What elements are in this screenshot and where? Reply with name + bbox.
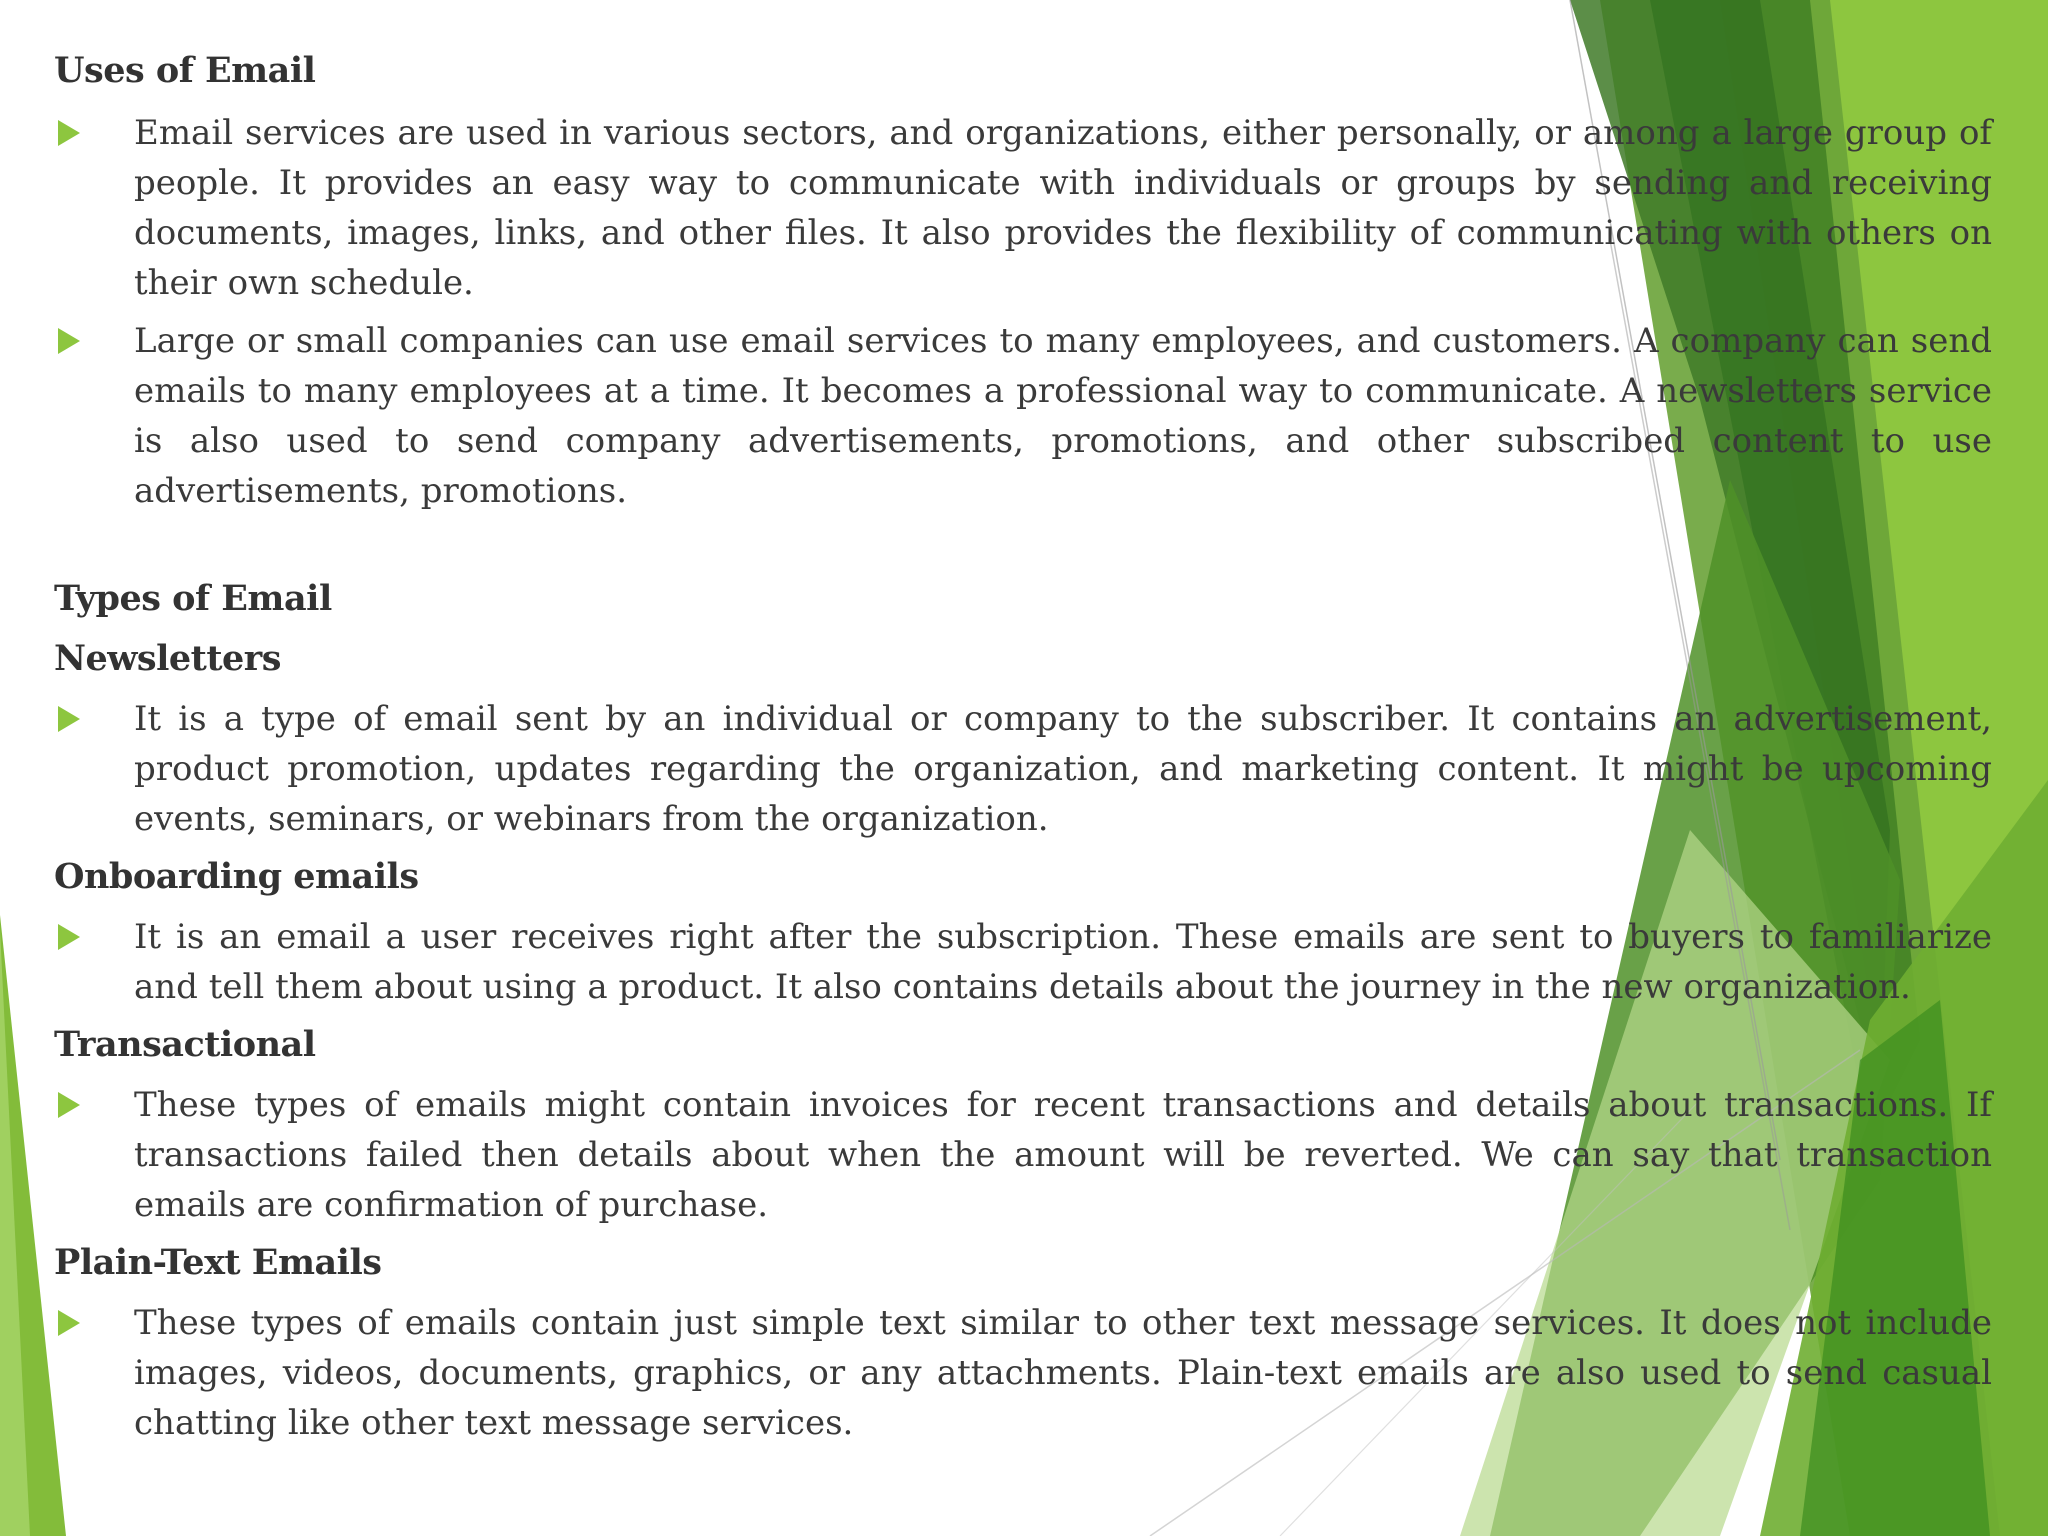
triangle-bullet-icon <box>58 120 80 146</box>
uses-bullet-2 <box>54 316 1992 516</box>
uses-bullet-1 <box>54 108 1992 308</box>
newsletters-bullet <box>54 694 1992 844</box>
slide-content <box>54 46 1992 1456</box>
uses-bullet-text: Large or small companies can use email services to many employees, and customers. A company can send emails to many employees at a time. It becomes a professional way to communicate. A newsletters service is also used to send company advertisements, promotions, and other subscribed content to use advertisements, promotions. <box>134 321 1992 511</box>
newsletters-heading: Newsletters <box>54 638 281 679</box>
onboarding-bullet <box>54 912 1992 1012</box>
plain-text-text: These types of emails contain just simple text similar to other text message services. It does not include images, videos, documents, graphics, or any attachments. Plain-text emails are also used to send casual chatting like other text message services. <box>134 1303 1992 1443</box>
plain-text-bullet <box>54 1298 1992 1448</box>
triangle-bullet-icon <box>58 1310 80 1336</box>
types-heading: Types of Email <box>54 578 332 619</box>
triangle-bullet-icon <box>58 328 80 354</box>
transactional-bullet <box>54 1080 1992 1230</box>
onboarding-text: It is an email a user receives right after the subscription. These emails are sent to buyers to familiarize and tell them about using a product. It also contains details about the journey in the new organization. <box>134 917 1992 1007</box>
uses-heading: Uses of Email <box>54 50 316 91</box>
onboarding-heading: Onboarding emails <box>54 856 419 897</box>
newsletters-text: It is a type of email sent by an individual or company to the subscriber. It contains an advertisement, product promotion, updates regarding the organization, and marketing content. It might be upcoming events, seminars, or webinars from the organization. <box>134 699 1992 839</box>
transactional-heading: Transactional <box>54 1024 316 1065</box>
transactional-text: These types of emails might contain invoices for recent transactions and details about transactions. If transactions failed then details about when the amount will be reverted. We can say that transaction emails are confirmation of purchase. <box>134 1085 1992 1225</box>
plain-text-heading: Plain-Text Emails <box>54 1242 382 1283</box>
triangle-bullet-icon <box>58 1092 80 1118</box>
uses-bullet-text: Email services are used in various sectors, and organizations, either personally, or among a large group of people. It provides an easy way to communicate with individuals or groups by sending and receiving documents, images, links, and other files. It also provides the flexibility of communicating with others on their own schedule. <box>134 113 1992 303</box>
triangle-bullet-icon <box>58 924 80 950</box>
triangle-bullet-icon <box>58 706 80 732</box>
